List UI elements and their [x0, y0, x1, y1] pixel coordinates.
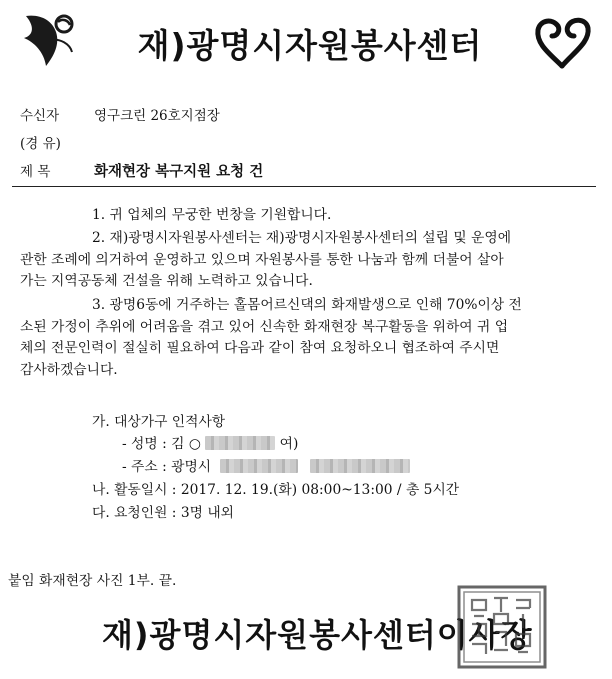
- redacted-address: [220, 459, 298, 473]
- volunteer-center-emblem-icon: [20, 12, 78, 70]
- via-row: [20, 132, 94, 152]
- subject-row: [20, 160, 263, 181]
- paragraph-line: 체의 전문인력이 절실히 필요하여 다음과 같이 참여 요청하오니 협조하여 주시면: [20, 340, 500, 356]
- name-suffix: 여): [279, 436, 299, 452]
- redacted-name: [205, 436, 275, 450]
- paragraph-line: 감사하겠습니다.: [20, 361, 118, 378]
- recipient-row: [20, 104, 220, 124]
- address-label: - 주소 : 광명시: [122, 459, 212, 475]
- redacted-address: [310, 459, 410, 473]
- target-household-heading: 가. 대상가구 인적사항: [92, 414, 226, 430]
- name-label: - 성명 : 김 ○: [122, 436, 201, 452]
- paragraph-3: [20, 295, 592, 381]
- paragraph-2: [20, 228, 592, 293]
- recipient-label: 수신자: [20, 108, 60, 124]
- signature-line: 재)광명시자원봉사센터이사장: [102, 616, 533, 654]
- organization-title: 재)광명시자원봉사센터: [137, 26, 483, 65]
- paragraph-line: 2. 재)광명시자원봉사센터는 재)광명시자원봉사센터의 설립 및 운영에: [92, 230, 512, 246]
- paragraph-1: [92, 205, 512, 227]
- activity-date: 나. 활동일시 : 2017. 12. 19.(화) 08:00~13:00 / 총 5시간: [92, 482, 460, 498]
- paragraph-line: 1. 귀 업체의 무궁한 번창을 기원합니다.: [92, 207, 332, 223]
- recipient-value: 영구크린 26호지점장: [94, 108, 220, 124]
- via-label: (경 유): [20, 136, 61, 152]
- attachment-note: 붙임 화재현장 사진 1부. 끝.: [8, 573, 177, 589]
- paragraph-line: 가는 지역공동체 건설을 위해 노력하고 있습니다.: [20, 273, 313, 289]
- address-row: [122, 455, 410, 475]
- official-seal-stamp-icon: [456, 584, 548, 670]
- name-row: [122, 432, 298, 452]
- paragraph-line: 3. 광명6동에 거주하는 홀몸어르신댁의 화재발생으로 인해 70%이상 전: [92, 297, 522, 313]
- subject-value: 화재현장 복구지원 요청 건: [94, 163, 264, 180]
- requested-headcount: 다. 요청인원 : 3명 내외: [92, 505, 234, 521]
- subject-label: 제 목: [20, 164, 51, 180]
- heart-swirl-logo-icon: [532, 14, 594, 70]
- header-divider: [12, 186, 596, 187]
- paragraph-line: 소된 가정이 추위에 어려움을 겪고 있어 신속한 화재현장 복구활동을 위하여 귀 업: [20, 318, 509, 335]
- paragraph-line: 관한 조례에 의거하여 운영하고 있으며 자원봉사를 통한 나눔과 함께 더불어 살아: [20, 251, 504, 268]
